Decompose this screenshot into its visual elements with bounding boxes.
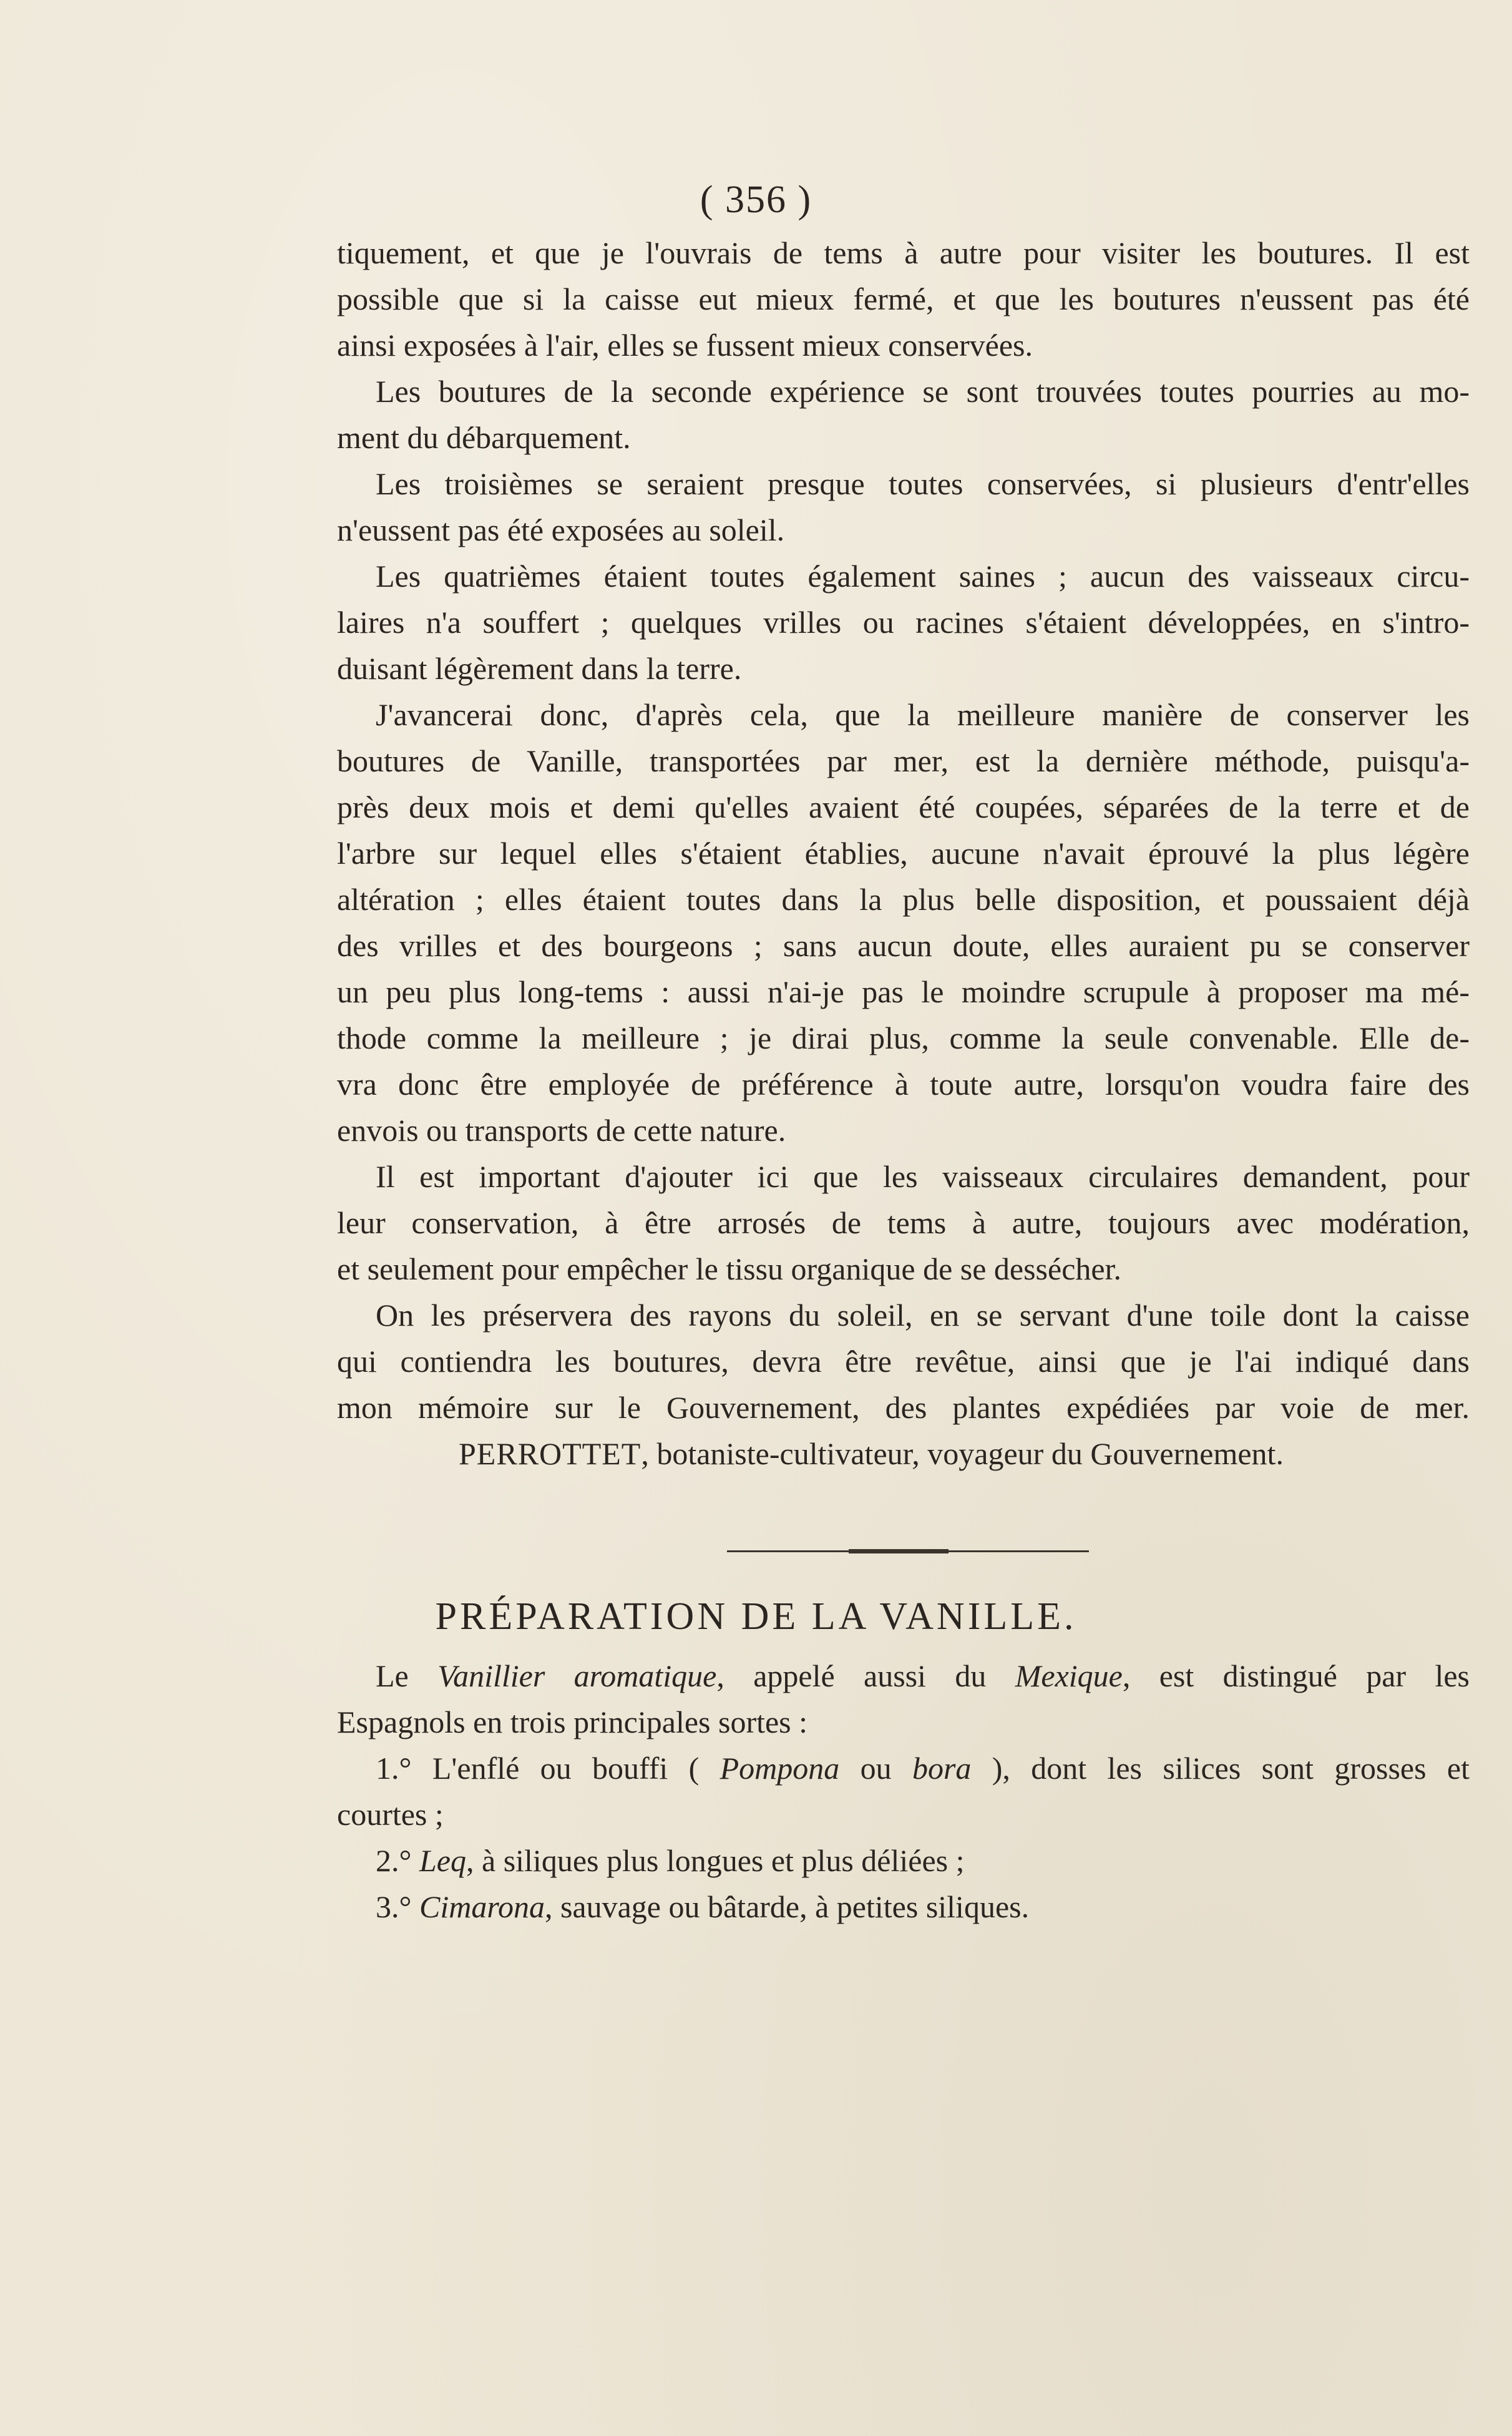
paragraph-start-line: On les préservera des rayons du soleil, en se servant d'une toile dont la caisse bbox=[376, 1298, 1470, 1333]
paragraph-start-line: J'avancerai donc, d'après cela, que la meilleure manière de conserver les bbox=[376, 697, 1470, 732]
text-line: vra donc être employée de préférence à toute autre, lorsqu'on voudra faire des bbox=[337, 1067, 1470, 1102]
text-line: altération ; elles étaient toutes dans la plus belle disposition, et poussaient déjà bbox=[337, 882, 1470, 917]
signature-name: PERROTTET bbox=[459, 1436, 641, 1471]
text-line: l'arbre sur lequel elles s'étaient établies, aucune n'avait éprouvé la plus légère bbox=[337, 836, 1470, 871]
signature-title: , botaniste-cultivateur, voyageur du Gouvernement. bbox=[641, 1436, 1284, 1471]
paragraph-start-line bbox=[337, 1653, 1470, 1699]
section-title: PRÉPARATION DE LA VANILLE. bbox=[435, 1595, 1077, 1638]
text-line: laires n'a souffert ; quelques vrilles ou racines s'étaient développées, en s'intro- bbox=[337, 605, 1470, 640]
text-line: qui contiendra les boutures, devra être revêtue, ainsi que je l'ai indiqué dans bbox=[337, 1344, 1470, 1379]
text-line: ment du débarquement. bbox=[337, 420, 631, 455]
list-item-line bbox=[337, 1837, 1470, 1884]
list-item-number: 2.° bbox=[376, 1843, 412, 1878]
italic-term: Cimarona bbox=[419, 1889, 545, 1924]
text-run: L'enflé ou bouffi ( bbox=[411, 1751, 720, 1786]
text-run: ou bbox=[839, 1751, 912, 1786]
section-text-block bbox=[337, 1653, 1470, 1930]
signature-line bbox=[337, 1431, 1470, 1477]
text-run: ), dont les silices sont grosses et bbox=[971, 1751, 1470, 1786]
text-line: duisant légèrement dans la terre. bbox=[337, 651, 742, 686]
list-item-number: 1.° bbox=[376, 1751, 412, 1786]
text-line: des vrilles et des bourgeons ; sans aucun doute, elles auraient pu se conserver bbox=[337, 928, 1470, 963]
text-line: et seulement pour empêcher le tissu organique de se dessécher. bbox=[337, 1251, 1121, 1286]
text-line: possible que si la caisse eut mieux fermé, et que les boutures n'eussent pas été bbox=[337, 281, 1470, 316]
text-run: , appelé aussi du bbox=[716, 1658, 1015, 1693]
paragraph-start-line: Les boutures de la seconde expérience se sont trouvées toutes pourries au mo- bbox=[376, 374, 1470, 409]
text-run bbox=[412, 1843, 420, 1878]
text-run: , est distingué par les bbox=[1122, 1658, 1470, 1693]
italic-term: bora bbox=[912, 1751, 972, 1786]
text-line: un peu plus long-tems : aussi n'ai-je pas le moindre scrupule à proposer ma mé- bbox=[337, 974, 1470, 1009]
divider-rule-thick bbox=[849, 1549, 949, 1553]
list-item-number: 3.° bbox=[376, 1889, 412, 1924]
paragraph-start-line: Il est important d'ajouter ici que les vaisseaux circulaires demandent, pour bbox=[376, 1159, 1470, 1194]
text-line: près deux mois et demi qu'elles avaient été coupées, séparées de la terre et de bbox=[337, 790, 1470, 824]
text-line: ainsi exposées à l'air, elles se fussent mieux conservées. bbox=[337, 328, 1033, 363]
body-text-block bbox=[337, 230, 1470, 1477]
italic-term: Leq bbox=[419, 1843, 466, 1878]
italic-term: Mexique bbox=[1015, 1658, 1123, 1693]
list-item-line bbox=[337, 1884, 1470, 1930]
text-run: Le bbox=[376, 1658, 438, 1693]
text-run: , à siliques plus longues et plus déliées ; bbox=[466, 1843, 965, 1878]
italic-term: Pompona bbox=[719, 1751, 840, 1786]
text-line: Espagnols en trois principales sortes : bbox=[337, 1705, 808, 1739]
text-run: , sauvage ou bâtarde, à petites siliques. bbox=[544, 1889, 1030, 1924]
paragraph-start-line: Les quatrièmes étaient toutes également saines ; aucun des vaisseaux circu- bbox=[376, 559, 1470, 594]
section-divider bbox=[727, 1548, 1089, 1554]
text-line: courtes ; bbox=[337, 1797, 444, 1832]
italic-term: Vanillier aromatique bbox=[437, 1658, 717, 1693]
text-line: tiquement, et que je l'ouvrais de tems à autre pour visiter les boutures. Il est bbox=[337, 235, 1470, 270]
page-number: ( 356 ) bbox=[700, 179, 812, 221]
text-line: leur conservation, à être arrosés de tems à autre, toujours avec modération, bbox=[337, 1205, 1470, 1240]
text-line: thode comme la meilleure ; je dirai plus, comme la seule convenable. Elle de- bbox=[337, 1020, 1470, 1055]
text-run bbox=[412, 1889, 420, 1924]
text-line: boutures de Vanille, transportées par mer, est la dernière méthode, puisqu'a- bbox=[337, 743, 1470, 778]
list-item-line bbox=[337, 1745, 1470, 1791]
text-line: mon mémoire sur le Gouvernement, des plantes expédiées par voie de mer. bbox=[337, 1390, 1470, 1425]
paragraph-start-line: Les troisièmes se seraient presque toutes conservées, si plusieurs d'entr'elles bbox=[376, 466, 1470, 501]
text-line: envois ou transports de cette nature. bbox=[337, 1113, 786, 1148]
text-line: n'eussent pas été exposées au soleil. bbox=[337, 512, 785, 547]
